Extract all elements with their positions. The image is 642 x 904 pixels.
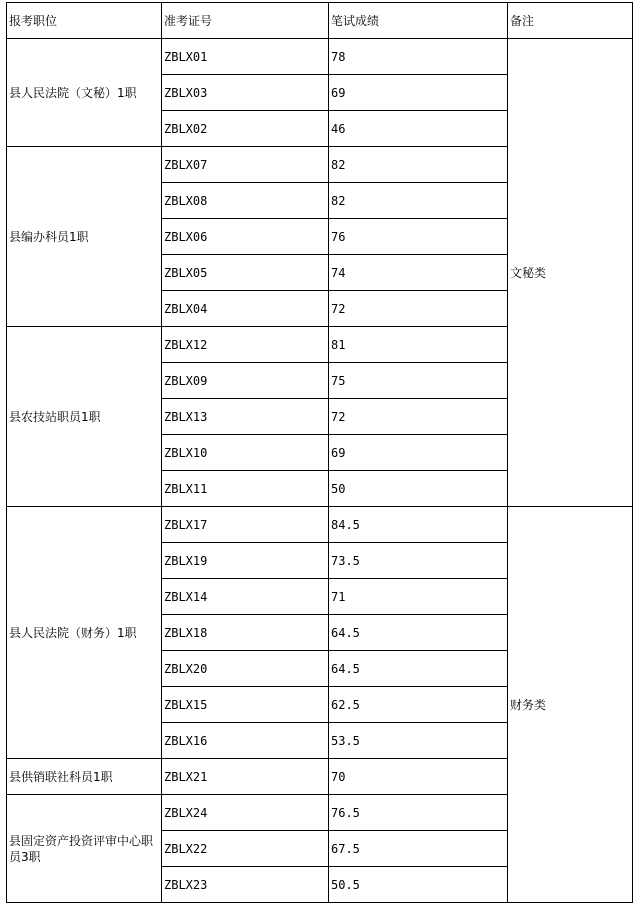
position-cell: 县供销联社科员1职 xyxy=(7,759,162,795)
position-cell: 县人民法院（文秘）1职 xyxy=(7,39,162,147)
score-cell: 67.5 xyxy=(329,831,508,867)
ticket-cell: ZBLX09 xyxy=(162,363,329,399)
note-cell: 文秘类 xyxy=(508,39,633,507)
header-score: 笔试成绩 xyxy=(329,3,508,39)
ticket-cell: ZBLX21 xyxy=(162,759,329,795)
score-cell: 64.5 xyxy=(329,615,508,651)
score-cell: 73.5 xyxy=(329,543,508,579)
score-cell: 71 xyxy=(329,579,508,615)
ticket-cell: ZBLX22 xyxy=(162,831,329,867)
header-ticket: 准考证号 xyxy=(162,3,329,39)
score-cell: 76 xyxy=(329,219,508,255)
ticket-cell: ZBLX13 xyxy=(162,399,329,435)
ticket-cell: ZBLX16 xyxy=(162,723,329,759)
position-cell: 县编办科员1职 xyxy=(7,147,162,327)
table-row xyxy=(7,39,633,75)
ticket-cell: ZBLX19 xyxy=(162,543,329,579)
position-cell: 县农技站职员1职 xyxy=(7,327,162,507)
ticket-cell: ZBLX17 xyxy=(162,507,329,543)
table-row xyxy=(7,507,633,543)
score-cell: 84.5 xyxy=(329,507,508,543)
score-cell: 53.5 xyxy=(329,723,508,759)
ticket-cell: ZBLX02 xyxy=(162,111,329,147)
score-table-body xyxy=(7,3,633,903)
score-cell: 69 xyxy=(329,435,508,471)
score-cell: 46 xyxy=(329,111,508,147)
score-cell: 70 xyxy=(329,759,508,795)
ticket-cell: ZBLX11 xyxy=(162,471,329,507)
header-position: 报考职位 xyxy=(7,3,162,39)
ticket-cell: ZBLX15 xyxy=(162,687,329,723)
ticket-cell: ZBLX24 xyxy=(162,795,329,831)
ticket-cell: ZBLX07 xyxy=(162,147,329,183)
score-cell: 72 xyxy=(329,399,508,435)
score-cell: 50.5 xyxy=(329,867,508,903)
score-cell: 82 xyxy=(329,183,508,219)
score-cell: 64.5 xyxy=(329,651,508,687)
ticket-cell: ZBLX23 xyxy=(162,867,329,903)
ticket-cell: ZBLX01 xyxy=(162,39,329,75)
score-cell: 81 xyxy=(329,327,508,363)
score-table xyxy=(6,2,633,903)
position-cell: 县人民法院（财务）1职 xyxy=(7,507,162,759)
ticket-cell: ZBLX05 xyxy=(162,255,329,291)
ticket-cell: ZBLX10 xyxy=(162,435,329,471)
position-cell: 县固定资产投资评审中心职员3职 xyxy=(7,795,162,903)
note-cell: 财务类 xyxy=(508,507,633,903)
score-cell: 82 xyxy=(329,147,508,183)
ticket-cell: ZBLX18 xyxy=(162,615,329,651)
ticket-cell: ZBLX03 xyxy=(162,75,329,111)
ticket-cell: ZBLX12 xyxy=(162,327,329,363)
score-cell: 74 xyxy=(329,255,508,291)
ticket-cell: ZBLX06 xyxy=(162,219,329,255)
ticket-cell: ZBLX04 xyxy=(162,291,329,327)
ticket-cell: ZBLX14 xyxy=(162,579,329,615)
score-cell: 50 xyxy=(329,471,508,507)
ticket-cell: ZBLX08 xyxy=(162,183,329,219)
header-row xyxy=(7,3,633,39)
score-cell: 69 xyxy=(329,75,508,111)
score-cell: 62.5 xyxy=(329,687,508,723)
score-cell: 72 xyxy=(329,291,508,327)
header-note: 备注 xyxy=(508,3,633,39)
ticket-cell: ZBLX20 xyxy=(162,651,329,687)
score-cell: 75 xyxy=(329,363,508,399)
score-cell: 76.5 xyxy=(329,795,508,831)
score-cell: 78 xyxy=(329,39,508,75)
